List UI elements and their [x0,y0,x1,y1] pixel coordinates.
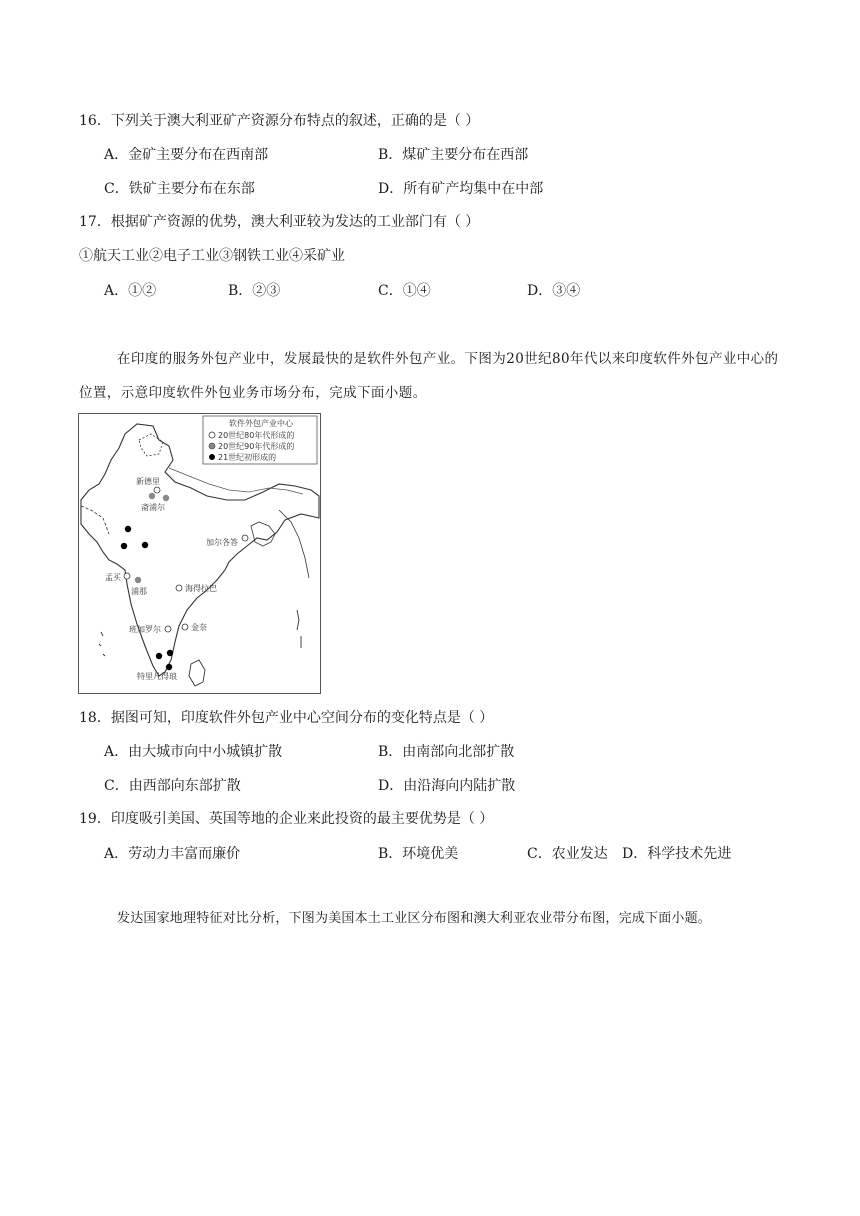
city-marker-new-delhi [154,487,160,493]
legend-marker-1990s [209,443,215,449]
city-marker-kolkata [242,535,248,541]
city-marker-2000s-d [156,653,162,659]
india-map-graphic [79,414,320,693]
lakshadweep-islands [99,632,105,656]
city-marker-bangalore [165,626,171,632]
legend-item-1990s: 20世纪90年代形成的 [218,442,295,451]
q16-option-a: A．金矿主要分布在西南部 [104,147,269,163]
q16-option-b: B．煤矿主要分布在西部 [378,147,529,163]
q19-option-d: D．科学技术先进 [622,846,732,862]
myanmar-border [279,510,309,578]
q19-option-c: C．农业发达 [527,846,608,862]
passage-india-software [79,342,779,410]
sri-lanka [189,660,205,686]
city-label-new-delhi: 新德里 [136,477,160,486]
legend-title: 软件外包产业中心 [229,419,293,428]
question-17-items: ①航天工业②电子工业③钢铁工业④采矿业 [79,248,345,264]
bangladesh-border [251,522,275,546]
q18-option-b: B．由南部向北部扩散 [378,744,515,760]
city-label-bangalore: 班加罗尔 [129,625,161,634]
city-marker-2000s-a [125,526,131,532]
city-label-chennai: 金奈 [191,623,207,632]
city-marker-2000s-e [167,650,173,656]
q19-option-b: B．环境优美 [378,846,459,862]
legend-item-2000s: 21世纪初形成的 [218,453,277,462]
q16-option-d: D．所有矿产均集中在中部 [378,181,544,197]
city-label-pune: 浦那 [131,587,147,596]
andaman-islands [297,610,301,648]
city-label-kolkata: 加尔各答 [206,538,238,547]
legend-item-1980s: 20世纪80年代形成的 [218,431,295,440]
city-marker-pune [135,577,141,583]
city-marker-trivandrum [166,664,172,670]
q18-option-d: D．由沿海向内陆扩散 [378,778,516,794]
passage-developed-countries [79,902,799,936]
q17-option-c: C．①④ [378,283,431,299]
city-label-jaipur: 斋浦尔 [141,503,165,512]
city-marker-2000s-c [142,542,148,548]
city-label-hyderabad: 海得拉巴 [185,584,217,593]
q17-option-b: B．②③ [228,283,281,299]
q19-option-a: A．劳动力丰富而廉价 [104,846,241,862]
question-16-stem: 16．下列关于澳大利亚矿产资源分布特点的叙述，正确的是（ ） [79,113,480,129]
city-marker-hyderabad [176,585,182,591]
passage-india-software-text: 在印度的服务外包产业中，发展最快的是软件外包产业。下图为20世纪80年代以来印度软件外包产业中心的位置，示意印度软件外包业务市场分布，完成下面小题。 [79,351,779,401]
question-17-stem: 17．根据矿产资源的优势，澳大利亚较为发达的工业部门有（ ） [79,214,480,230]
legend-marker-2000s [209,454,215,460]
question-18-stem: 18．据图可知，印度软件外包产业中心空间分布的变化特点是（ ） [79,710,494,726]
city-marker-2000s-b [121,543,127,549]
city-label-trivandrum: 特里凡得琅 [137,672,177,681]
q17-option-d: D．③④ [527,283,581,299]
legend-marker-1980s [209,432,215,438]
q18-option-c: C．由西部向东部扩散 [104,778,241,794]
kashmir-boundary [139,434,163,456]
q17-option-a: A．①② [104,283,157,299]
city-label-mumbai: 孟买 [105,573,121,582]
city-marker-jaipur [149,493,155,499]
india-software-map [78,413,321,694]
city-marker-chennai [182,624,188,630]
himalaya-ridge [169,468,303,494]
city-marker-jaipur-2 [163,495,169,501]
question-19-stem: 19．印度吸引美国、英国等地的企业来此投资的最主要优势是（ ） [79,811,494,827]
passage-developed-countries-text: 发达国家地理特征对比分析，下图为美国本土工业区分布图和澳大利亚农业带分布图，完成下面小题。 [117,911,712,926]
q18-option-a: A．由大城市向中小城镇扩散 [104,744,283,760]
q16-option-c: C．铁矿主要分布在东部 [104,181,255,197]
city-marker-mumbai [124,573,130,579]
